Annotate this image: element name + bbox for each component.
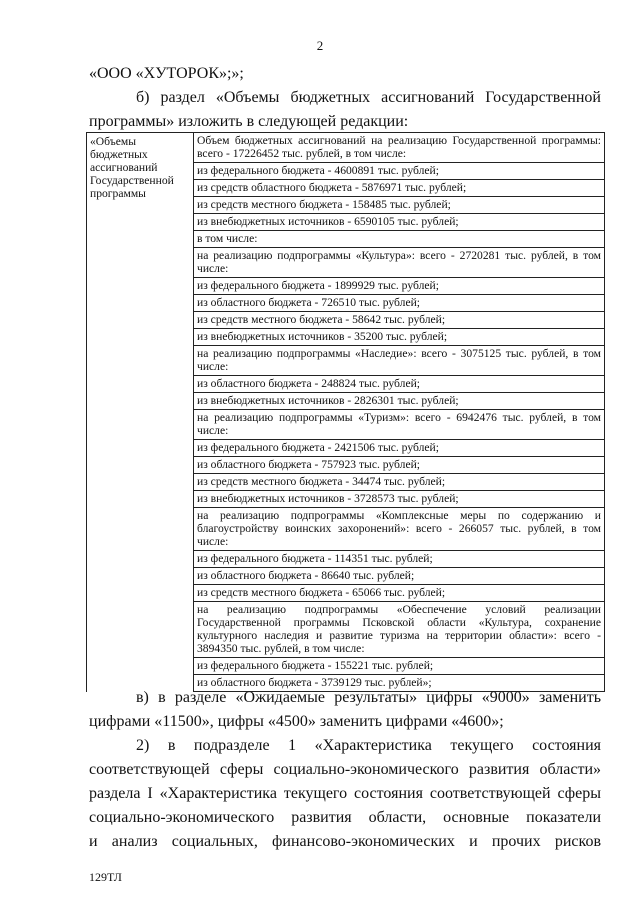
table-cell: из внебюджетных источников - 2826301 тыс. рублей; — [194, 393, 605, 410]
text-line-2: б) раздел «Объемы бюджетных ассигнований Государственной — [136, 89, 601, 106]
table-cell: на реализацию подпрограммы «Наследие»: всего - 3075125 тыс. рублей, в том числе: — [194, 346, 605, 376]
table-cell: Объем бюджетных ассигнований на реализацию Государственной программы: всего - 17226452 тыс. рублей, в том числе: — [194, 133, 605, 163]
text-line-8: раздела I «Характеристика текущего состояния соответствующей сферы — [89, 785, 601, 802]
table-cell: из федерального бюджета - 2421506 тыс. рублей; — [194, 440, 605, 457]
table-cell: из областного бюджета - 726510 тыс. рублей; — [194, 295, 605, 312]
text-line-1: «ООО «ХУТОРОК»;»; — [89, 65, 244, 82]
table-cell: на реализацию подпрограммы «Комплексные меры по содержанию и благоустройству воинских захоронений»: всего - 266057 тыс. рублей, в том числе: — [194, 508, 605, 551]
table-cell: на реализацию подпрограммы «Культура»: всего - 2720281 тыс. рублей, в том числе: — [194, 248, 605, 278]
table-cell: из средств областного бюджета - 5876971 тыс. рублей; — [194, 180, 605, 197]
table-cell: из внебюджетных источников - 35200 тыс. рублей; — [194, 329, 605, 346]
text-line-4: в) в разделе «Ожидаемые результаты» цифры «9000» заменить — [136, 689, 601, 706]
table-cell: из федерального бюджета - 155221 тыс. рублей; — [194, 658, 605, 675]
text-line-6: 2) в подразделе 1 «Характеристика текущего состояния — [136, 737, 601, 754]
table-cell: в том числе: — [194, 231, 605, 248]
text-line-10: и анализ социальных, финансово-экономических и прочих рисков — [89, 833, 601, 850]
table-cell: из областного бюджета - 757923 тыс. рублей; — [194, 457, 605, 474]
table-left-line: Государственной — [90, 174, 174, 187]
table-cell: из областного бюджета - 248824 тыс. рублей; — [194, 376, 605, 393]
allocation-table — [86, 132, 605, 692]
table-cell: из федерального бюджета - 4600891 тыс. рублей; — [194, 163, 605, 180]
table-cell: на реализацию подпрограммы «Туризм»: всего - 6942476 тыс. рублей, в том числе: — [194, 410, 605, 440]
table-left-line: «Объемы — [90, 135, 137, 148]
text-line-3: программы» изложить в следующей редакции: — [89, 113, 409, 130]
table-cell: из средств местного бюджета - 65066 тыс. рублей; — [194, 585, 605, 602]
footer-code: 129ТЛ — [89, 870, 122, 884]
text-line-5: цифрами «11500», цифры «4500» заменить цифрами «4600»; — [89, 713, 504, 730]
table-cell: из средств местного бюджета - 34474 тыс. рублей; — [194, 474, 605, 491]
text-line-7: соответствующей сферы социально-экономического развития области» — [89, 761, 601, 778]
table-cell: из областного бюджета - 86640 тыс. рублей; — [194, 568, 605, 585]
table-cell: на реализацию подпрограммы «Обеспечение условий реализации Государственной программы Псковской области «Культура, сохранение культурного наследия и развитие туризма на территории области»: всего - 3894350 тыс. рублей, в том числе: — [194, 602, 605, 658]
text-line-9: социально-экономического развития области, основные показатели — [89, 809, 601, 826]
table-row — [87, 133, 605, 163]
table-left-cell — [87, 133, 194, 692]
table-cell: из федерального бюджета - 1899929 тыс. рублей; — [194, 278, 605, 295]
table-left-line: программы — [90, 187, 146, 200]
table-left-line: бюджетных — [90, 148, 148, 161]
table-cell: из средств местного бюджета - 58642 тыс. рублей; — [194, 312, 605, 329]
table-left-line: ассигнований — [90, 161, 158, 174]
table-cell: из внебюджетных источников - 6590105 тыс. рублей; — [194, 214, 605, 231]
table-cell: из средств местного бюджета - 158485 тыс. рублей; — [194, 197, 605, 214]
table-cell: из областного бюджета - 3739129 тыс. рублей»; — [194, 675, 605, 692]
table-cell: из федерального бюджета - 114351 тыс. рублей; — [194, 551, 605, 568]
table-cell: из внебюджетных источников - 3728573 тыс. рублей; — [194, 491, 605, 508]
page-number: 2 — [316, 38, 324, 53]
